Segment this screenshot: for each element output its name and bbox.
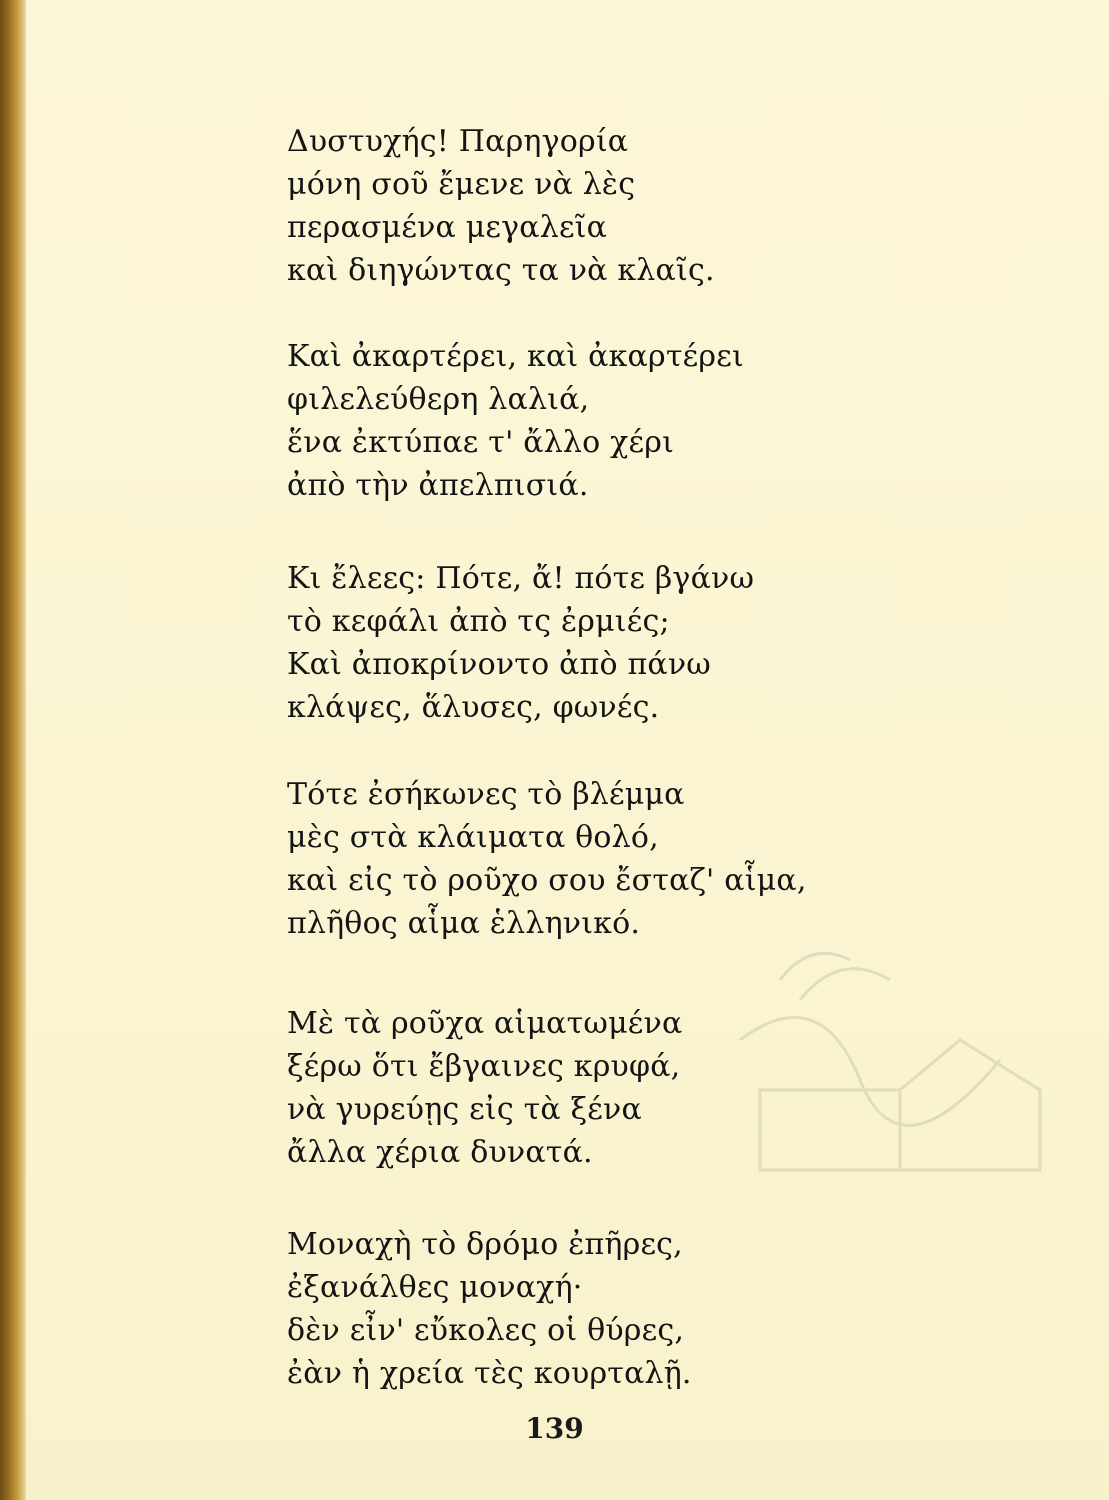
stanza-5 bbox=[287, 1002, 847, 1174]
poem-line: κλάψες, ἅλυσες, φωνές. bbox=[287, 690, 660, 725]
stanza-6 bbox=[287, 1223, 847, 1395]
poem-line: Δυστυχής! Παρηγορία bbox=[287, 124, 629, 159]
stanza-1 bbox=[287, 120, 847, 292]
page-number: 139 bbox=[525, 1412, 584, 1445]
poem-line: φιλελεύθερη λαλιά, bbox=[287, 382, 590, 417]
book-spine-edge bbox=[0, 0, 26, 1500]
poem-line: ξέρω ὅτι ἔβγαινες κρυφά, bbox=[287, 1049, 681, 1084]
poem-line: ἄλλα χέρια δυνατά. bbox=[287, 1135, 593, 1170]
poem-line: ἀπὸ τὴν ἀπελπισιά. bbox=[287, 468, 589, 503]
poem-line: καὶ διηγώντας τα νὰ κλαῖς. bbox=[287, 253, 715, 288]
poem-line: μόνη σοῦ ἔμενε νὰ λὲς bbox=[287, 167, 636, 202]
poem-line: Μὲ τὰ ροῦχα αἱματωμένα bbox=[287, 1006, 683, 1041]
poem-line: περασμένα μεγαλεῖα bbox=[287, 210, 608, 245]
stanza-2 bbox=[287, 335, 847, 507]
poem-line: πλῆθος αἷμα ἑλληνικό. bbox=[287, 906, 641, 941]
poem-line: τὸ κεφάλι ἀπὸ τς ἐρμιές; bbox=[287, 604, 670, 639]
poem-line: δὲν εἶν' εὔκολες οἱ θύρες, bbox=[287, 1313, 685, 1348]
poem-line: Καὶ ἀποκρίνοντο ἀπὸ πάνω bbox=[287, 647, 711, 682]
poem-line: Τότε ἐσήκωνες τὸ βλέμμα bbox=[287, 777, 685, 812]
poem-line: ἐὰν ἡ χρεία τὲς κουρταλῇ. bbox=[287, 1356, 692, 1391]
poem-line: ἕνα ἐκτύπαε τ' ἄλλο χέρι bbox=[287, 425, 675, 460]
poem-line: Κι ἔλεες: Πότε, ἄ! πότε βγάνω bbox=[287, 561, 755, 596]
poem-line: Μοναχὴ τὸ δρόμο ἐπῆρες, bbox=[287, 1227, 683, 1262]
stanza-3 bbox=[287, 557, 847, 729]
stanza-4 bbox=[287, 773, 847, 945]
poem-line: μὲς στὰ κλάιματα θολό, bbox=[287, 820, 659, 855]
poem-line: νὰ γυρεύῃς εἰς τὰ ξένα bbox=[287, 1092, 642, 1127]
poem-line: ἐξανάλθες μοναχή· bbox=[287, 1270, 583, 1305]
poem-line: Καὶ ἀκαρτέρει, καὶ ἀκαρτέρει bbox=[287, 339, 744, 374]
poem-line: καὶ εἰς τὸ ροῦχο σου ἔσταζ' αἷμα, bbox=[287, 863, 807, 898]
